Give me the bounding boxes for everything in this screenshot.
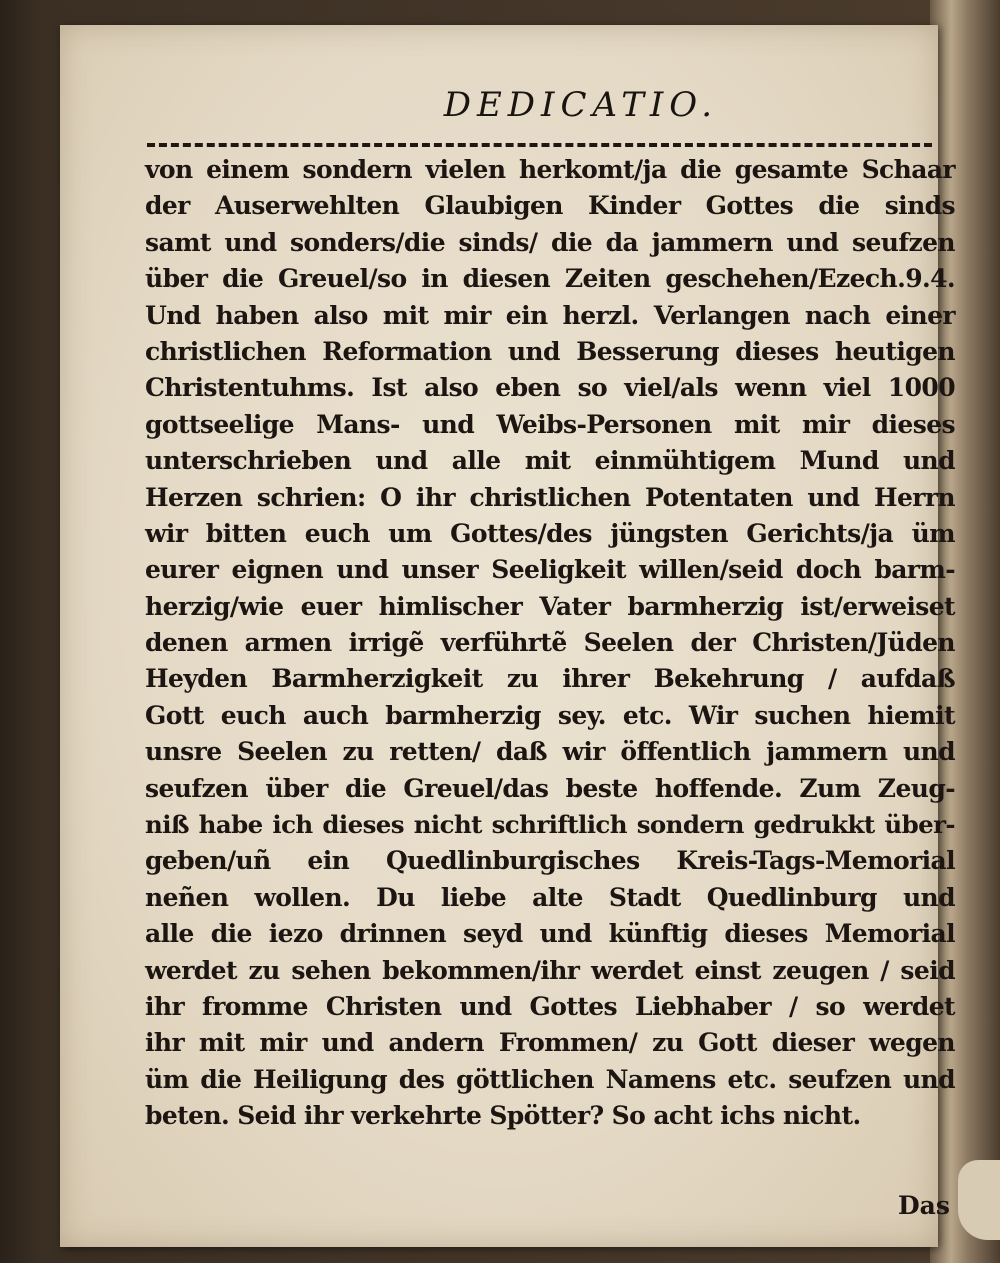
header-rule [147,143,932,147]
running-title: DEDICATIO. [443,85,718,125]
text-line: über die Greuel/so in diesen Zeiten geschehen/Ezech.9.4. [145,264,955,294]
book-page [60,25,955,1247]
text-line: ihr fromme Christen und Gottes Liebhaber / so werdet [145,991,955,1021]
text-line: beten. Seid ihr verkehrte Spötter? So acht ichs nicht. [145,1101,861,1131]
text-line: von einem sondern vielen herkomt/ja die gesamte Schaar [145,155,955,184]
text-line: der Auserwehlten Glaubigen Kinder Gottes die sinds [145,191,955,221]
page-header [120,85,938,125]
text-line: Gott euch auch barmherzig sey. etc. Wir suchen hiemit [145,700,955,730]
text-line: üm die Heiligung des göttlichen Namens etc. seufzen und [145,1064,955,1094]
text-line: neñen wollen. Du liebe alte Stadt Quedlinburg und [145,882,955,912]
text-line: christlichen Reformation und Besserung dieses heutigen [145,336,955,366]
text-line: niß habe ich dieses nicht schriftlich sondern gedrukkt über- [145,810,955,840]
text-line: eurer eignen und unser Seeligkeit willen/seid doch barm- [145,555,955,585]
page-fold-corner [958,1160,1000,1240]
text-line: ihr mit mir und andern Frommen/ zu Gott dieser wegen [145,1028,955,1058]
text-line: alle die iezo drinnen seyd und künftig dieses Memorial [145,919,955,949]
text-line: werdet zu sehen bekommen/ihr werdet einst zeugen / seid [145,955,955,985]
text-line: unsre Seelen zu retten/ daß wir öffentlich jammern und [145,737,955,767]
catchword: Das [898,1191,950,1220]
text-line: seufzen über die Greuel/das beste hoffende. Zum Zeug- [145,773,955,803]
text-line: samt und sonders/die sinds/ die da jammern und seufzen [145,227,955,257]
text-line: Heyden Barmherzigkeit zu ihrer Bekehrung / aufdaß [145,664,955,694]
text-line: Christentuhms. Ist also eben so viel/als wenn viel 1000 [145,373,955,403]
text-line: wir bitten euch um Gottes/des jüngsten Gerichts/ja üm [145,518,955,548]
text-line: gottseelige Mans- und Weibs-Personen mit mir dieses [145,409,955,439]
text-line: Und haben also mit mir ein herzl. Verlangen nach einer [145,300,955,330]
text-line: unterschrieben und alle mit einmühtigem Mund und [145,446,955,476]
text-line: geben/uñ ein Quedlinburgisches Kreis-Tags-Memorial [145,846,955,876]
text-line: Herzen schrien: O ihr christlichen Potentaten und Herrn [145,482,955,512]
text-line: herzig/wie euer himlischer Vater barmherzig ist/erweiset [145,591,955,621]
body-text [145,152,955,1135]
text-line: denen armen irrigẽ verführtẽ Seelen der Christen/Jüden [145,628,955,658]
